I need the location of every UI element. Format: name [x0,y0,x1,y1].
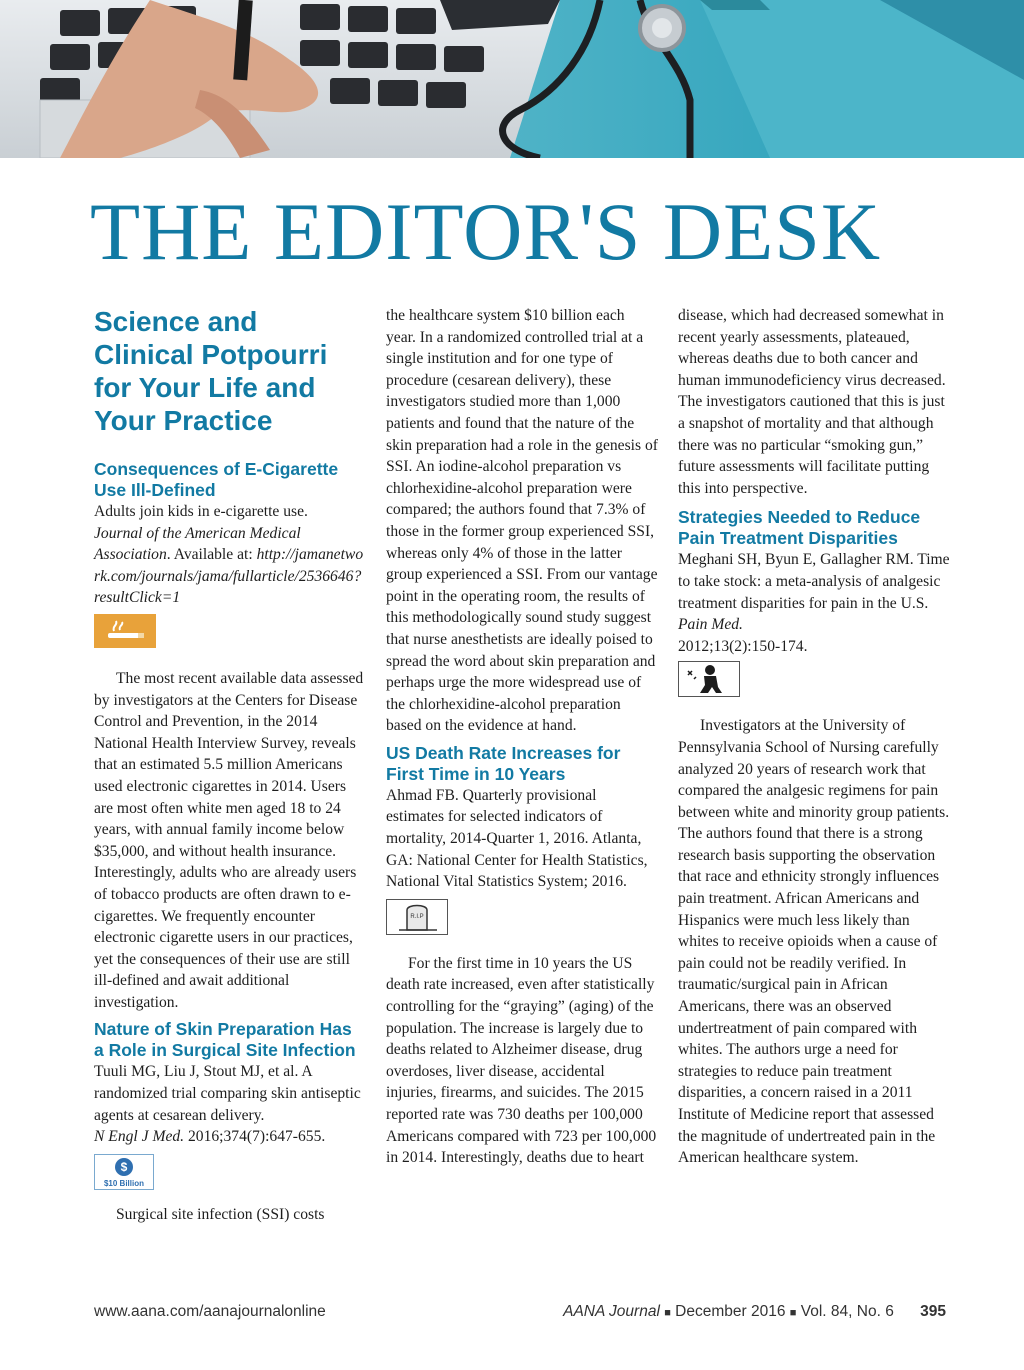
reference-death: Ahmad FB. Quarterly provisional estimates for selected indicators of mortality, 2014-Quarter 1, 2016. Atlanta, GA: National Center for Health Statistics, National Vital Statistics System; 2016. [386,786,648,891]
footer-volume: Vol. 84, No. 6 [800,1303,894,1320]
reference-cite: 2016;374(7):647-655. [184,1128,326,1146]
body-death-continued: disease, which had decreased somewhat in recent yearly assessments, plateaued, whereas deaths due to both cancer and human immunodeficiency virus decreased. The investigators cautioned that this is just a snapshot of mortality and that although there was no particular “smoking gun,” future assessments will facilitate putting this into perspective. [678,307,946,497]
body-ecig: The most recent available data assessed by investigators at the Centers for Disease Control and Prevention, in the 2014 National Health Interview Survey, reveals that an estimated 5.5 million Americans used electronic cigarettes in 2014. Users are most often white men aged 18 to 24 years, with annual family income below $35,000, and without health insurance. Interestingly, adults who are already users of tobacco products are often drawn to e-cigarettes. We frequently encounter electronic cigarette users in our practices, yet the consequences of their use are still ill-defined and await additional investigation. [94,669,364,1011]
reference-journal: Journal of the American Medical Association [94,524,301,564]
reference-pain [678,549,950,657]
body-skin-continued: the healthcare system $10 billion each year. In a randomized controlled trial at a single institution and for one type of procedure (cesarean delivery), these investigators studied more than 1,000 patients and found that the nature of the skin preparation had a role in the genesis of SSI. An iodine-alcohol preparation vs chlorhexidine-alcohol preparation were compared; the authors found that 7.3% of those in the former group experienced SSI, whereas only 4% of those in the latter group experienced a SSI. From our vantage point in the operating room, the results of this methodologically sound study suggest that nurse anesthetists are ideally poised to spread the word about skin preparation and perhaps urge the more widespread use of the chlorhexidine-alcohol preparation based on the evidence at hand. [386,307,658,735]
tombstone-label: R.I.P [410,913,424,920]
hero-image [0,0,1024,158]
reference-skin [94,1061,364,1147]
column-3 [678,305,950,1169]
tombstone-icon [386,899,448,935]
svg-text:$: $ [120,1159,128,1174]
article-title: Science and Clinical Potpourri for Your Life and Your Practice [94,306,328,436]
reference-available: . Available at: [166,546,257,564]
money-icon [94,1154,154,1190]
footer-journal: AANA Journal [563,1303,660,1320]
reference-ecig [94,501,364,609]
section-heading-death: US Death Rate Increases for First Time in 10 Years [386,742,621,784]
body-skin-start: Surgical site infection (SSI) costs [116,1205,325,1223]
section-heading-pain: Strategies Needed to Reduce Pain Treatment Disparities [678,507,921,549]
money-icon-label: $10 Billion [103,1178,144,1188]
footer-separator: ■ [664,1307,671,1319]
page-number: 395 [920,1303,946,1320]
masthead: THE EDITOR'S DESK [90,186,882,277]
section-heading-ecig: Consequences of E-Cigarette Use Ill-Defined [94,459,339,500]
footer-date: December 2016 [675,1303,786,1320]
footer-url[interactable]: www.aana.com/aanajournalonline [94,1303,326,1320]
pain-icon [678,661,740,697]
footer-separator: ■ [789,1307,797,1319]
body-death-start: For the first time in 10 years the US death rate increased, even after statistically controlling for the “graying” (aging) of the population. The increase is largely due to deaths related to Alzheimer disease, drug overdoses, liver disease, accidental injuries, firearms, and suicides. The 2015 reported rate was 730 deaths per 100,000 Americans compared with 723 per 100,000 in 2014. Interestingly, deaths due to heart [386,954,657,1167]
section-heading-skin: Nature of Skin Preparation Has a Role in Surgical Site Infection [94,1019,356,1061]
reference-text: Meghani SH, Byun E, Gallagher RM. Time to take stock: a meta-analysis of analgesic treatment disparities for pain in the U.S. [678,551,950,612]
e-cigarette-icon [94,614,156,648]
footer-citation [563,1303,946,1321]
column-2 [386,305,658,1169]
reference-text: Adults join kids in e-cigarette use. [94,503,308,520]
column-1 [94,305,364,1225]
reference-journal: Pain Med. [678,616,743,634]
reference-text: Tuuli MG, Liu J, Stout MJ, et al. A randomized trial comparing skin antiseptic agents at cesarean delivery. [94,1063,361,1124]
reference-url[interactable]: http://jamanetwork.com/journals/jama/fullarticle/2536646?resultClick=1 [94,546,364,607]
reference-cite: 2012;13(2):150-174. [678,637,808,655]
body-pain: Investigators at the University of Pennsylvania School of Nursing carefully analyzed 20 years of research work that compared the analgesic regimens for pain between white and minority group patients. The authors found that there is a strong research basis supporting the observation that race and ethnicity strongly influences pain treatment. African Americans and Hispanics were much less likely than whites to receive opioids when a cause of pain could not be readily verified. In traumatic/surgical pain in African Americans, there was an observed undertreatment of pain compared with whites. The authors urge a need for strategies to reduce pain treatment disparities, a concern raised in a 2011 Institute of Medicine report that assessed the magnitude of undertreated pain in the American healthcare system. [678,717,950,1167]
reference-journal: N Engl J Med. [94,1128,185,1146]
